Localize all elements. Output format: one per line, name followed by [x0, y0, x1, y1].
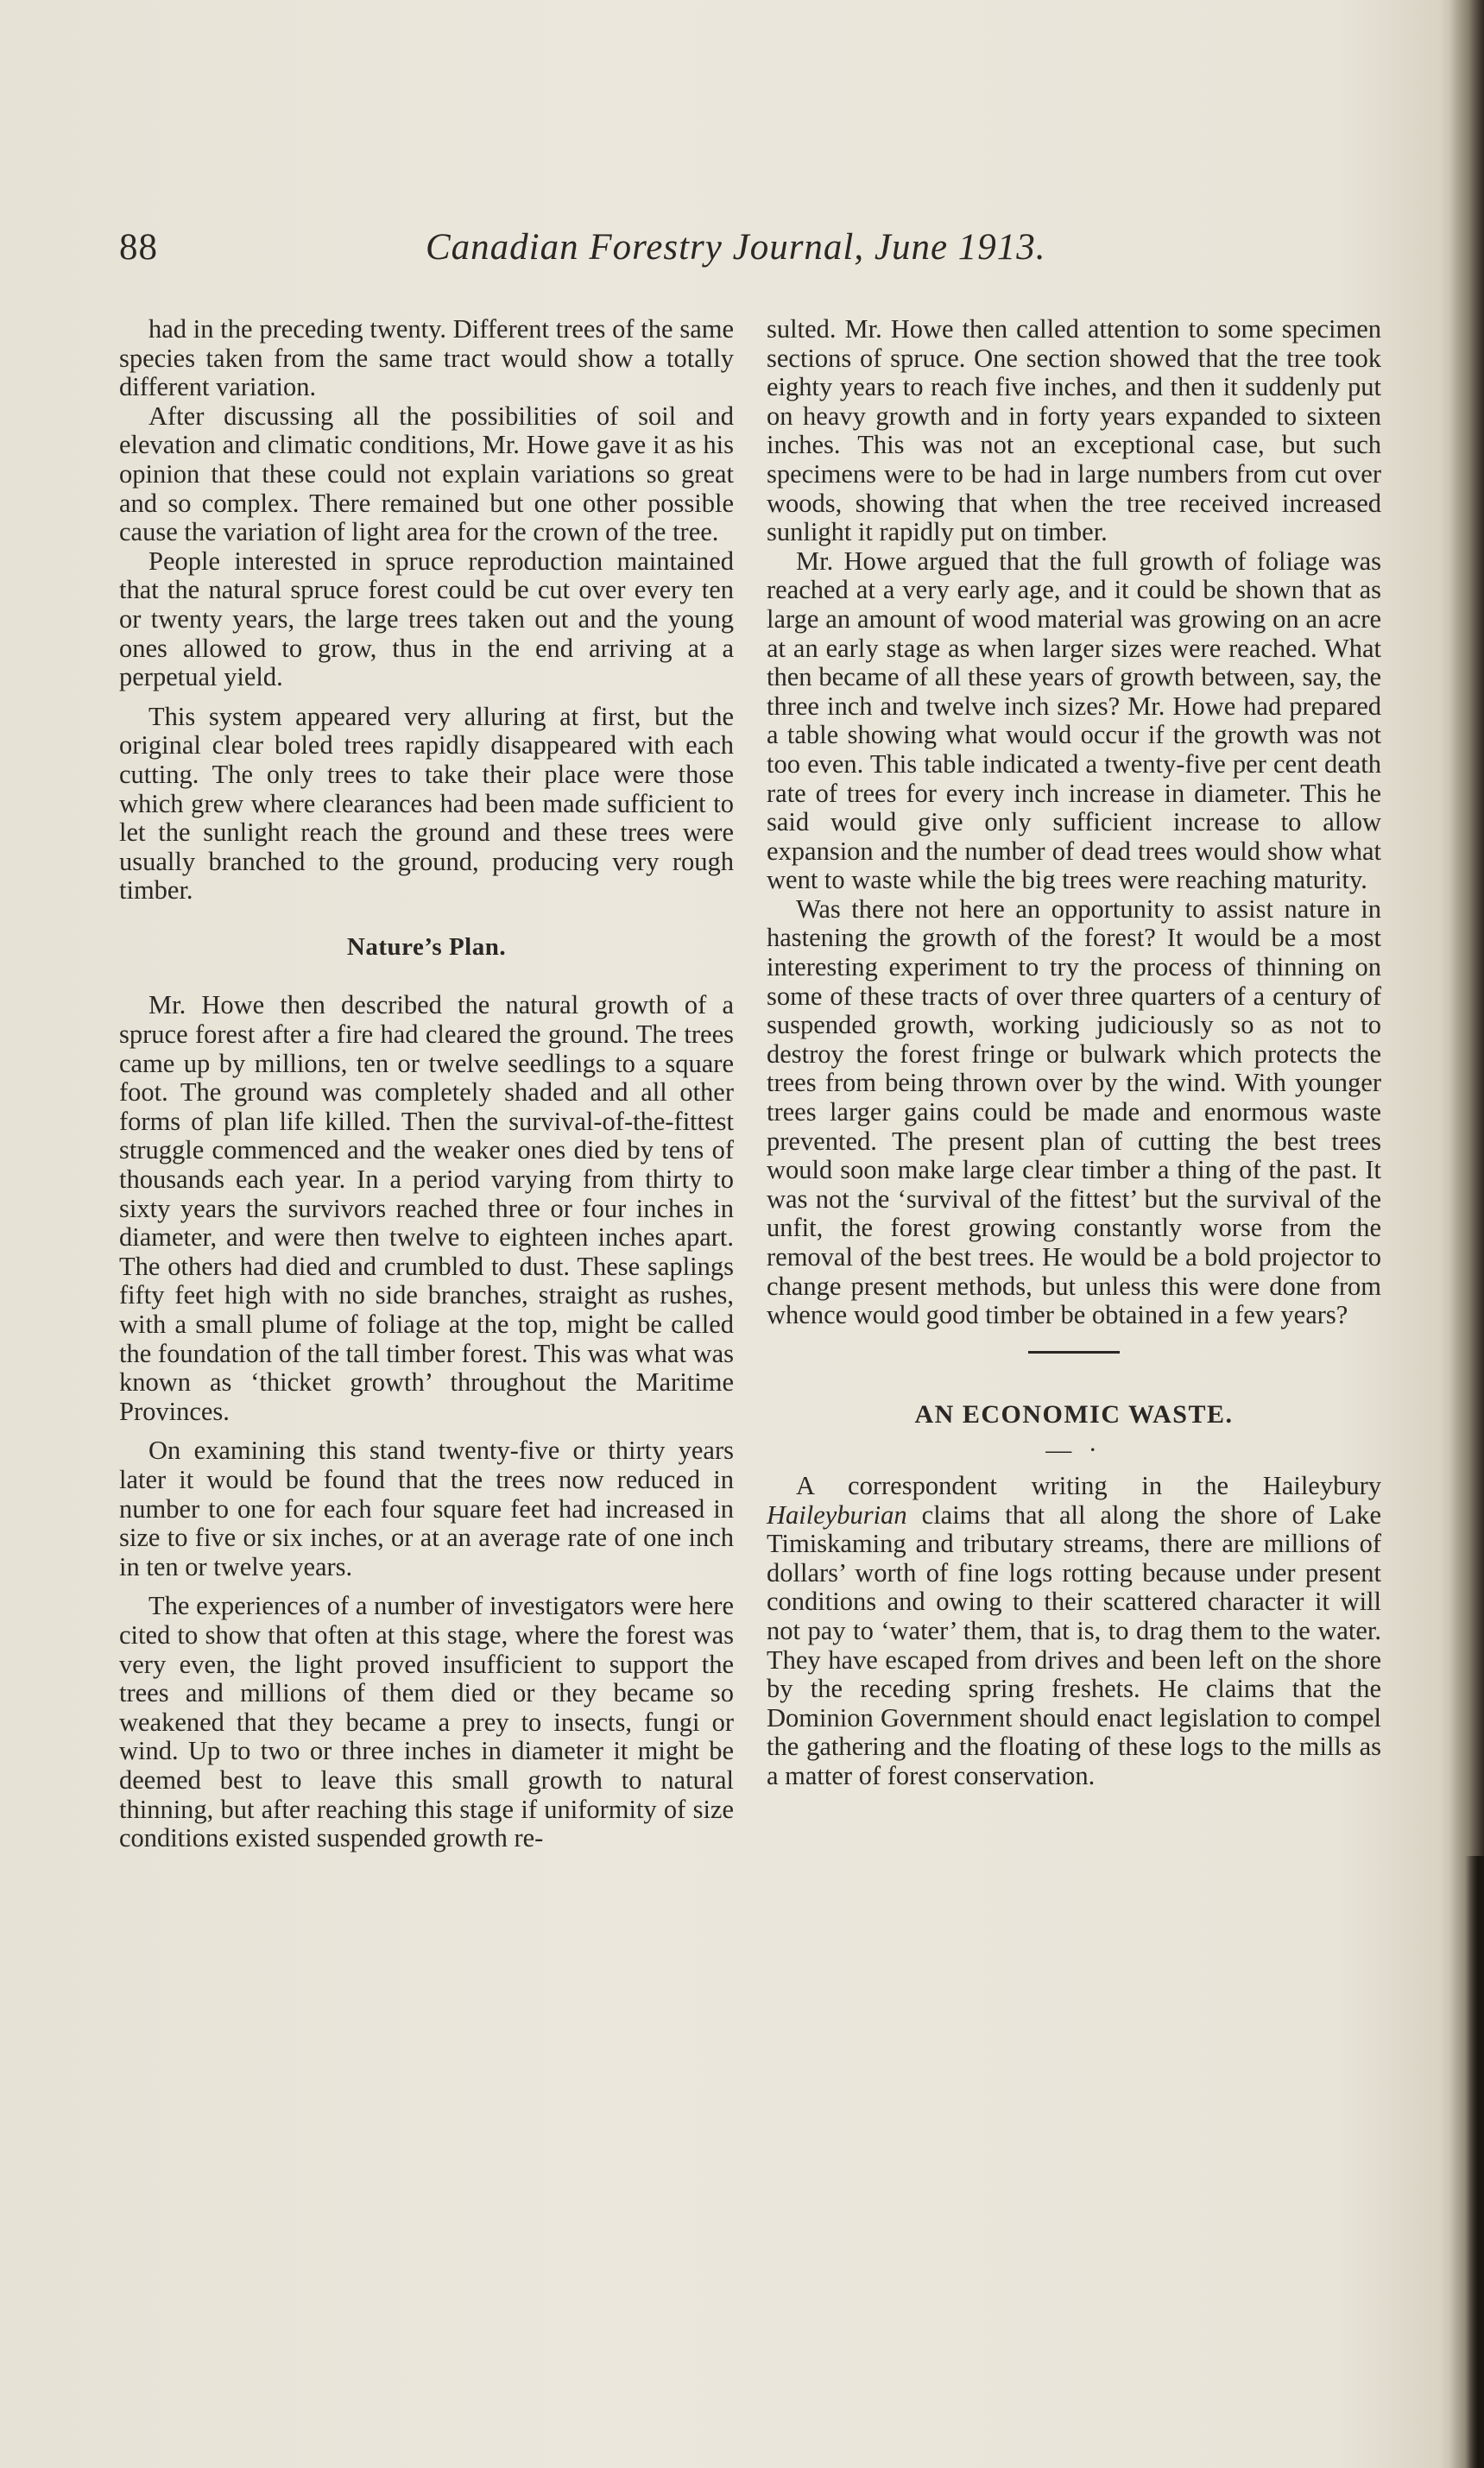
section-heading: Nature’s Plan.: [346, 932, 507, 961]
paragraph: had in the preceding twenty. Different trees of the same species taken from the same tract would show a totally different variation.: [119, 314, 734, 402]
paragraph: Mr. Howe argued that the full growth of foliage was reached at a very early age, and it could be shown that as large an amount of wood material was growing on an acre at an early stage as when larger sizes were reached. What then became of all these years of growth between, say, the three inch and twelve inch sizes? Mr. Howe had prepared a table showing what would occur if the growth was not too even. This table indicated a twenty-five per cent death rate of trees for every inch increase in diameter. This he said would give only sufficient increase to allow expansion and the number of dead trees would show what went to waste while the big trees were reaching maturity.: [767, 546, 1381, 895]
right-column: [767, 315, 1381, 1791]
paragraph: Was there not here an opportunity to assist nature in hastening the growth of the forest? It would be a most interesting experiment to try the process of thinning on some of these tracts of over three quarters of a century of suspended growth, working judiciously so as not to destroy the forest fringe or bulwark which protects the trees from being thrown over by the wind. With younger trees larger gains could be made and enormous waste prevented. The present plan of cutting the best trees would soon make large clear timber a thing of the past. It was not the ‘survival of the fittest’ but the survival of the unfit, the forest growing constantly worse from the removal of the best trees. He would be a bold projector to change present methods, but unless this were done from whence would good timber be obtained in a few years?: [767, 893, 1381, 1330]
article-paragraph: [767, 1472, 1381, 1791]
page-number: 88: [119, 227, 158, 268]
article-body: claims that all along the shore of Lake Timiskaming and tributary streams, there are millions of dollars’ worth of fine logs rotting because under present conditions and owing to their scattered character it will not pay to ‘water’ them, that is, to drag them to the water. They have escaped from drives and been left on the shore by the receding spring freshets. He claims that the Dominion Government should enact legislation to compel the gathering and the floating of these logs to the mills as a matter of forest conservation.: [767, 1499, 1381, 1790]
journal-title: Canadian Forestry Journal, June 1913.: [426, 227, 1046, 268]
article-intro: A correspondent writing in the Haileybury: [796, 1470, 1381, 1500]
paragraph: The experiences of a number of investigators were here cited to show that often at this stage, where the forest was very even, the light proved insufficient to support the trees and millions of them died or they became so weakened that they became a prey to insects, fungi or wind. Up to two or three inches in diameter it might be deemed best to leave this small growth to natural thinning, but after reaching this stage if uniformity of size conditions existed suspended growth re-: [119, 1591, 734, 1853]
title-ornament: — ·: [1045, 1436, 1102, 1465]
paragraph: People interested in spruce reproduction maintained that the natural spruce forest could be cut over every ten or twenty years, the large trees taken out and the young ones allowed to grow, thus in the end arriving at a perpetual yield.: [119, 546, 734, 692]
article-title: AN ECONOMIC WASTE.: [914, 1399, 1234, 1429]
newspaper-name: Haileyburian: [767, 1499, 907, 1530]
paragraph: Mr. Howe then described the natural growth of a spruce forest after a fire had cleared the ground. The trees came up by millions, ten or twelve seedlings to a square foot. The ground was completely shaded and all other forms of plan life killed. Then the survival-of-the-fittest struggle commenced and the weaker ones died by tens of thousands each year. In a period varying from thirty to sixty years the survivors reached three or four inches in diameter, and were then twelve to eighteen inches apart. The others had died and crumbled to dust. These saplings fifty feet high with no side branches, straight as rushes, with a small plume of foliage at the top, might be called the foundation of the tall timber forest. This was what was known as ‘thicket growth’ throughout the Maritime Provinces.: [119, 990, 734, 1426]
paragraph: On examining this stand twenty-five or thirty years later it would be found that the trees now reduced in number to one for each four square feet had increased in size to five or six inches, or at an average rate of one inch in ten or twelve years.: [119, 1436, 734, 1581]
section-divider: [1028, 1351, 1120, 1354]
paragraph: sulted. Mr. Howe then called attention to some specimen sections of spruce. One section showed that the tree took eighty years to reach five inches, and then it suddenly put on heavy growth and in forty years expanded to sixteen inches. This was not an exceptional case, but such specimens were to be had in large numbers from cut over woods, showing that when the tree received increased sunlight it rapidly put on timber.: [767, 314, 1381, 547]
left-column: [119, 315, 734, 1853]
paragraph: This system appeared very alluring at first, but the original clear boled trees rapidly disappeared with each cutting. The only trees to take their place were those which grew where clearances had been made sufficient to let the sunlight reach the ground and these trees were usually branched to the ground, producing very rough timber.: [119, 701, 734, 906]
page-header: [119, 226, 1095, 287]
paragraph: After discussing all the possibilities of soil and elevation and climatic conditions, Mr. Howe gave it as his opinion that these could not explain variations so great and so complex. There remained but one other possible cause the variation of light area for the crown of the tree.: [119, 401, 734, 547]
page-edge-shadow: [1465, 1856, 1484, 2468]
